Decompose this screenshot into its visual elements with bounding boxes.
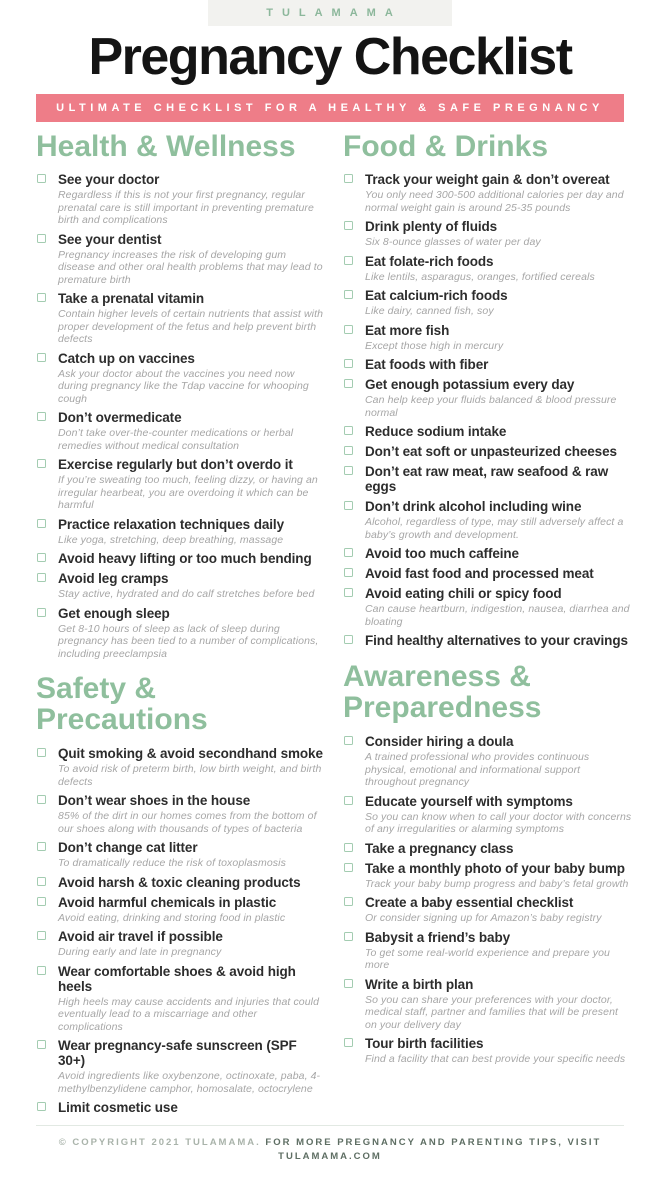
item-checkbox[interactable] xyxy=(344,979,353,988)
item-checkbox[interactable] xyxy=(37,293,46,302)
checklist-item xyxy=(36,550,325,566)
item-checkbox[interactable] xyxy=(344,863,353,872)
item-label: Tour birth facilities xyxy=(365,1036,484,1052)
checklist-item xyxy=(36,171,325,227)
checklist-item xyxy=(343,894,632,925)
item-checkbox[interactable] xyxy=(37,931,46,940)
checklist-item xyxy=(343,463,632,494)
item-label: Don’t eat raw meat, raw seafood & raw eggs xyxy=(365,464,609,495)
checklist-item xyxy=(36,839,325,870)
item-description: During early and late in pregnancy xyxy=(58,946,222,959)
item-label: Quit smoking & avoid secondhand smoke xyxy=(58,746,323,762)
item-checkbox[interactable] xyxy=(37,877,46,886)
item-label: Don’t change cat litter xyxy=(58,840,198,856)
item-checkbox[interactable] xyxy=(37,353,46,362)
checklist-item xyxy=(36,894,325,925)
item-checkbox[interactable] xyxy=(37,174,46,183)
item-description: Contain higher levels of certain nutrients that assist with proper development of the fetus and help prevent birth defects xyxy=(58,308,324,346)
section-health-wellness xyxy=(36,129,325,661)
item-description: You only need 300-500 additional calories per day and normal weight gain is around 25-35 pounds xyxy=(365,189,624,214)
item-description: Can cause heartburn, indigestion, nausea, diarrhea and bloating xyxy=(365,603,630,628)
checklist-item xyxy=(36,1099,325,1115)
checklist-item xyxy=(343,253,632,284)
checklist-item xyxy=(343,171,632,214)
item-checkbox[interactable] xyxy=(37,748,46,757)
item-label: Get enough sleep xyxy=(58,605,170,621)
item-description: Get 8-10 hours of sleep as lack of sleep during pregnancy has been tied to a number of complications, including preeclampsia xyxy=(58,622,319,660)
item-description: If you’re sweating too much, feeling dizzy, or having an irregular hearbeat, you are overdoing it which can be harmful xyxy=(58,474,318,512)
checklist-item xyxy=(36,231,325,287)
section-awareness-preparedness xyxy=(343,662,632,1065)
item-label: Drink plenty of fluids xyxy=(365,219,498,235)
item-label: Get enough potassium every day xyxy=(365,377,575,393)
item-label: Avoid leg cramps xyxy=(58,571,169,587)
item-checkbox[interactable] xyxy=(37,842,46,851)
item-checkbox[interactable] xyxy=(37,795,46,804)
checklist-item xyxy=(343,287,632,318)
checklist-item xyxy=(343,860,632,891)
item-checkbox[interactable] xyxy=(344,843,353,852)
item-description: Alcohol, regardless of type, may still adversely affect a baby’s growth and development. xyxy=(365,516,624,541)
checklist-item xyxy=(36,605,325,661)
item-checkbox[interactable] xyxy=(344,174,353,183)
item-label: Consider hiring a doula xyxy=(365,734,514,750)
item-label: Eat calcium-rich foods xyxy=(365,288,508,304)
checklist-item xyxy=(343,443,632,459)
item-checkbox[interactable] xyxy=(344,466,353,475)
checklist-item xyxy=(343,929,632,972)
item-description: So you can share your preferences with your doctor, medical staff, partner and families that will be present on your delivery day xyxy=(365,993,619,1031)
item-label: Don’t eat soft or unpasteurized cheeses xyxy=(365,444,617,460)
item-description: Avoid eating, drinking and storing food in plastic xyxy=(58,911,286,924)
item-checkbox[interactable] xyxy=(344,379,353,388)
item-checkbox[interactable] xyxy=(344,446,353,455)
item-label: Avoid harsh & toxic cleaning products xyxy=(58,874,301,890)
checklist-item xyxy=(343,840,632,856)
brand-logo: TULAMAMA xyxy=(208,0,452,26)
item-checkbox[interactable] xyxy=(344,897,353,906)
item-checkbox[interactable] xyxy=(344,325,353,334)
item-label: Avoid air travel if possible xyxy=(58,929,223,945)
page-title: Pregnancy Checklist xyxy=(88,28,572,86)
checklist-item xyxy=(343,545,632,561)
brand-strip-wrap xyxy=(0,0,660,26)
checklist-item xyxy=(36,963,325,1034)
checklist-item xyxy=(343,976,632,1032)
section-title-health-wellness: Health & Wellness xyxy=(36,129,296,163)
page-footer xyxy=(36,1125,624,1177)
checklist-item xyxy=(36,874,325,890)
item-checkbox[interactable] xyxy=(37,459,46,468)
item-description: Like lentils, asparagus, oranges, fortified cereals xyxy=(365,270,595,283)
item-label: Track your weight gain & don’t overeat xyxy=(365,172,610,188)
item-label: Eat folate-rich foods xyxy=(365,253,494,269)
checklist-item xyxy=(343,356,632,372)
item-checkbox[interactable] xyxy=(344,548,353,557)
item-label: See your dentist xyxy=(58,231,162,247)
item-label: Write a birth plan xyxy=(365,976,474,992)
item-description: Regardless if this is not your first pregnancy, regular prenatal care is still important in preventing premature birth and complications xyxy=(58,189,314,227)
item-checkbox[interactable] xyxy=(344,635,353,644)
section-food-drinks xyxy=(343,129,632,649)
item-description: Ask your doctor about the vaccines you need now during pregnancy like the Tdap vaccine for whooping cough xyxy=(58,367,309,405)
checklist-item xyxy=(36,570,325,601)
item-description: Track your baby bump progress and baby’s fetal growth xyxy=(365,877,629,890)
checklist-item xyxy=(343,218,632,249)
checklist-item xyxy=(343,423,632,439)
item-description: Pregnancy increases the risk of developing gum disease and other oral health problems that may lead to premature birth xyxy=(58,248,323,286)
item-checkbox[interactable] xyxy=(344,501,353,510)
checklist-item xyxy=(343,793,632,836)
item-label: Eat foods with fiber xyxy=(365,357,489,373)
item-label: Educate yourself with symptoms xyxy=(365,793,573,809)
item-label: Practice relaxation techniques daily xyxy=(58,516,284,532)
footer-tips-text: FOR MORE PREGNANCY AND PARENTING TIPS, VISIT TULAMAMA.COM xyxy=(265,1137,602,1162)
item-description: To get some real-world experience and prepare you more xyxy=(365,946,610,972)
checklist-item xyxy=(343,498,632,541)
item-description: High heels may cause accidents and injuries that could eventually lead to a miscarriage and other complications xyxy=(58,995,320,1033)
checklist-item xyxy=(343,1035,632,1066)
item-label: Eat more fish xyxy=(365,322,450,338)
item-label: Avoid eating chili or spicy food xyxy=(365,586,562,602)
item-description: Stay active, hydrated and do calf stretches before bed xyxy=(58,588,315,601)
checklist-item xyxy=(343,376,632,419)
item-checkbox[interactable] xyxy=(344,796,353,805)
item-checkbox[interactable] xyxy=(37,897,46,906)
item-checkbox[interactable] xyxy=(344,932,353,941)
section-title-food-drinks: Food & Drinks xyxy=(343,129,549,163)
item-label: Take a monthly photo of your baby bump xyxy=(365,860,625,876)
item-description: To avoid risk of preterm birth, low birth weight, and birth defects xyxy=(58,763,322,788)
item-description: Except those high in mercury xyxy=(365,339,504,352)
checklist-item xyxy=(343,585,632,628)
item-label: Take a prenatal vitamin xyxy=(58,291,205,307)
item-label: Limit cosmetic use xyxy=(58,1100,178,1116)
item-label: Catch up on vaccines xyxy=(58,350,195,366)
checklist-item xyxy=(36,928,325,959)
item-checkbox[interactable] xyxy=(344,736,353,745)
subtitle-banner: ULTIMATE CHECKLIST FOR A HEALTHY & SAFE PREGNANCY xyxy=(36,94,624,122)
item-description: A trained professional who provides continuous physical, emotional and informational support throughout pregnancy xyxy=(365,751,590,789)
item-checkbox[interactable] xyxy=(344,588,353,597)
checklist-item xyxy=(36,745,325,788)
item-label: Don’t overmedicate xyxy=(58,410,182,426)
item-description: Find a facility that can best provide your specific needs xyxy=(365,1053,626,1066)
item-description: Or consider signing up for Amazon’s baby registry xyxy=(365,912,602,925)
checklist-item xyxy=(343,322,632,353)
item-description: 85% of the dirt in our homes comes from the bottom of our shoes along with thousands of types of bacteria xyxy=(58,810,317,835)
item-label: Find healthy alternatives to your cravings xyxy=(365,633,628,649)
checklist-columns xyxy=(0,122,660,1120)
checklist-item xyxy=(36,290,325,346)
item-checkbox[interactable] xyxy=(344,1038,353,1047)
item-description: So you can know when to call your doctor with concerns of any irregularities or alarming symptoms xyxy=(365,810,632,836)
item-checkbox[interactable] xyxy=(344,568,353,577)
item-checkbox[interactable] xyxy=(37,1040,46,1049)
item-description: Six 8-ounce glasses of water per day xyxy=(365,236,541,249)
item-description: Like yoga, stretching, deep breathing, massage xyxy=(58,533,284,546)
checklist-item xyxy=(343,733,632,789)
item-label: Don’t wear shoes in the house xyxy=(58,793,251,809)
item-description: To dramatically reduce the risk of toxoplasmosis xyxy=(58,857,286,870)
item-checkbox[interactable] xyxy=(37,553,46,562)
item-label: Create a baby essential checklist xyxy=(365,895,574,911)
checklist-item xyxy=(36,516,325,547)
item-label: Take a pregnancy class xyxy=(365,840,514,856)
item-checkbox[interactable] xyxy=(344,256,353,265)
item-description: Avoid ingredients like oxybenzone, octinoxate, paba, 4-methylbenzylidene camphor, homosalate, octocrylene xyxy=(58,1070,321,1095)
item-description: Don’t take over-the-counter medications or herbal remedies without medical consultation xyxy=(58,427,294,452)
item-label: Exercise regularly but don’t overdo it xyxy=(58,457,293,473)
checklist-item xyxy=(343,565,632,581)
item-checkbox[interactable] xyxy=(37,519,46,528)
section-title-safety-precautions: Safety & Precautions xyxy=(36,672,208,737)
checklist-item xyxy=(36,456,325,512)
item-description: Can help keep your fluids balanced & blood pressure normal xyxy=(365,394,617,419)
item-label: Don’t drink alcohol including wine xyxy=(365,499,582,515)
item-checkbox[interactable] xyxy=(37,412,46,421)
item-checkbox[interactable] xyxy=(37,234,46,243)
checklist-item xyxy=(36,792,325,835)
item-label: Avoid too much caffeine xyxy=(365,546,519,562)
item-checkbox[interactable] xyxy=(344,359,353,368)
item-label: Reduce sodium intake xyxy=(365,424,507,440)
item-label: Babysit a friend’s baby xyxy=(365,929,510,945)
item-checkbox[interactable] xyxy=(344,426,353,435)
left-column xyxy=(36,130,325,1120)
section-safety-precautions xyxy=(36,674,325,1115)
page-header xyxy=(0,0,660,122)
item-label: Avoid harmful chemicals in plastic xyxy=(58,894,277,910)
item-description: Like dairy, canned fish, soy xyxy=(365,305,494,318)
item-checkbox[interactable] xyxy=(344,221,353,230)
checklist-item xyxy=(36,409,325,452)
item-label: Avoid fast food and processed meat xyxy=(365,566,594,582)
item-label: Wear comfortable shoes & avoid high heels xyxy=(58,963,296,994)
copyright-text: © COPYRIGHT 2021 TULAMAMA. xyxy=(58,1137,261,1149)
item-label: Wear pregnancy-safe sunscreen (SPF 30+) xyxy=(58,1038,297,1069)
checklist-item xyxy=(343,632,632,648)
section-title-awareness-preparedness: Awareness & Preparedness xyxy=(343,660,542,725)
item-label: Avoid heavy lifting or too much bending xyxy=(58,551,312,567)
item-checkbox[interactable] xyxy=(37,608,46,617)
item-checkbox[interactable] xyxy=(344,290,353,299)
item-checkbox[interactable] xyxy=(37,1102,46,1111)
item-checkbox[interactable] xyxy=(37,966,46,975)
checklist-item xyxy=(36,1037,325,1095)
item-label: See your doctor xyxy=(58,172,160,188)
item-checkbox[interactable] xyxy=(37,573,46,582)
checklist-item xyxy=(36,350,325,406)
right-column xyxy=(343,130,632,1120)
